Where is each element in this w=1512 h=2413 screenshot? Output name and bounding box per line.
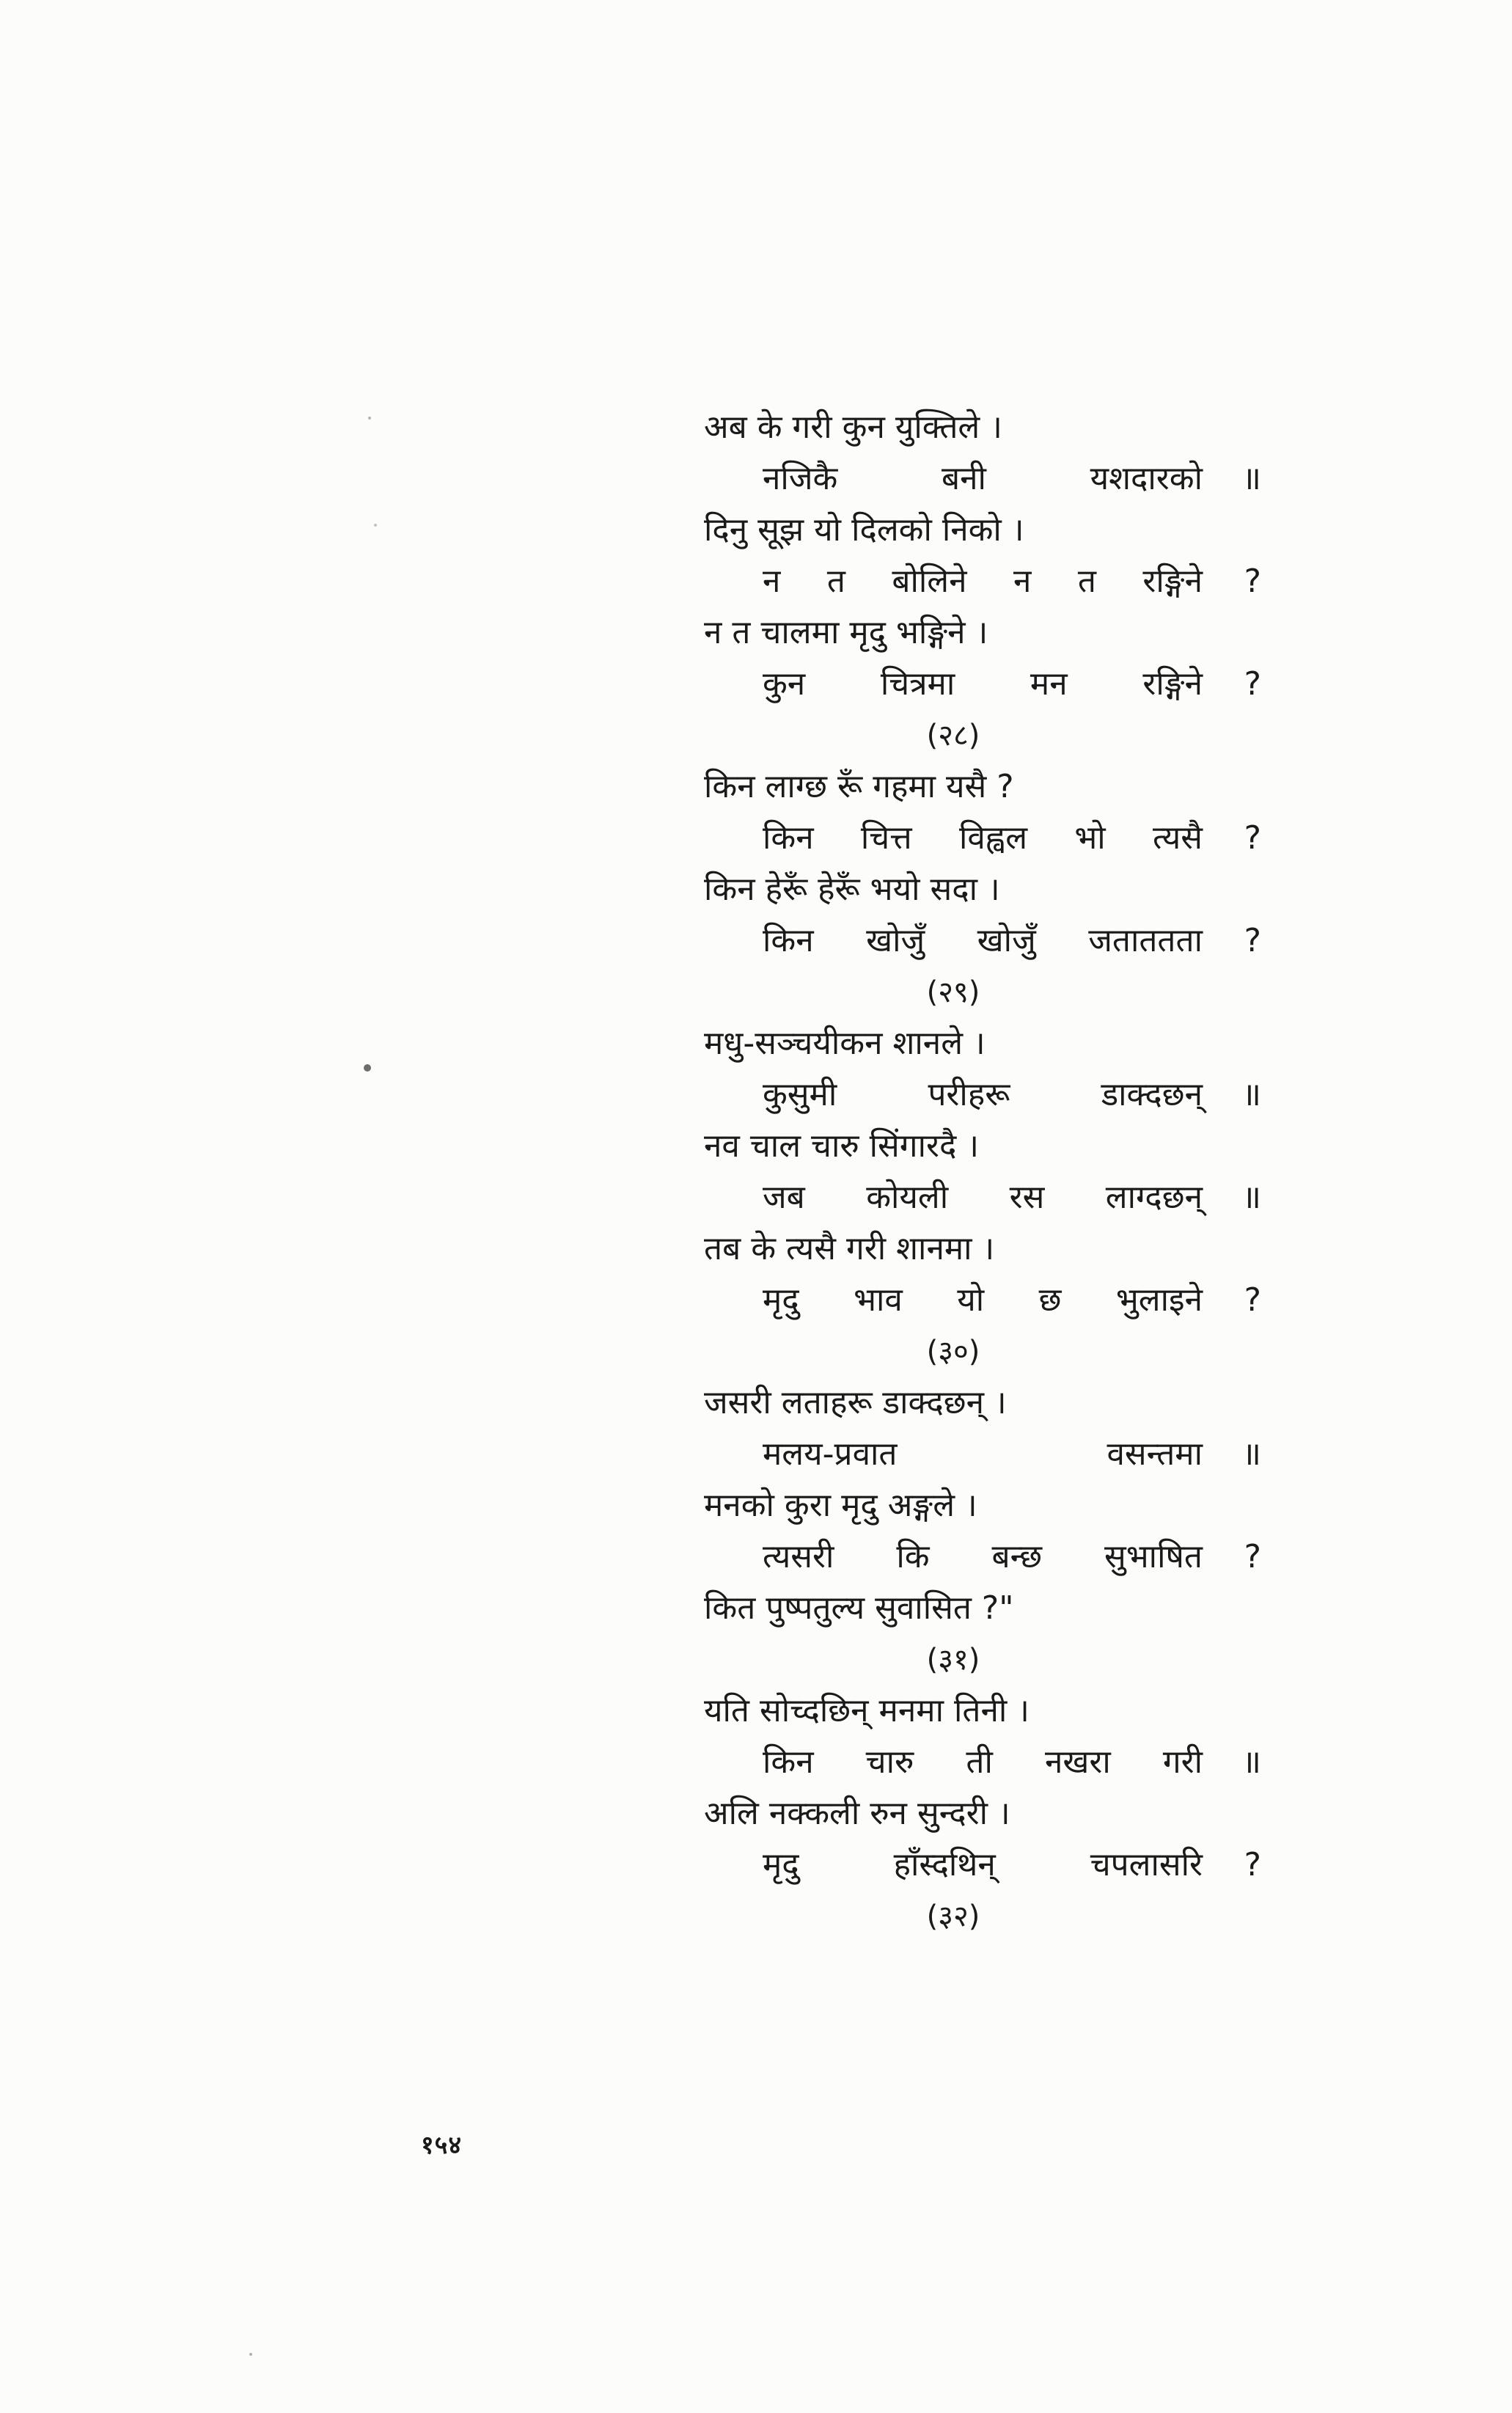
scan-speck — [249, 2353, 252, 2356]
verse-line: मलय-प्रवात वसन्तमा ॥ — [763, 1435, 1261, 1473]
stanza-number: (३१) — [926, 1643, 980, 1677]
verse-line: कुन चित्रमा मन रङ्गिने ? — [763, 665, 1261, 703]
stanza-number: (३०) — [926, 1335, 980, 1369]
scan-speck — [374, 524, 377, 527]
verse-line: मधु-सञ्चयीकन शानले । — [704, 1025, 986, 1062]
stanza — [704, 1377, 1261, 1685]
stanza — [704, 1685, 1261, 1942]
verse-line: जब कोयली रस लाग्दछन् ॥ — [763, 1179, 1261, 1216]
verse-line: कित पुष्पतुल्य सुवासित ?" — [704, 1589, 1014, 1627]
stanza-number: (३२) — [926, 1900, 980, 1933]
stanza — [704, 402, 1261, 761]
verse-line: जसरी लताहरू डाक्दछन् । — [704, 1384, 1007, 1421]
scan-speck — [368, 417, 371, 420]
verse-line: अब के गरी कुन युक्तिले । — [704, 409, 1002, 446]
poem-text — [704, 402, 1261, 1942]
verse-line: न त चालमा मृदु भङ्गिने । — [704, 614, 988, 651]
verse-line: किन खोजुँ खोजुँ जताततता ? — [763, 922, 1261, 959]
verse-line: यति सोच्दछिन् मनमा तिनी । — [704, 1692, 1030, 1729]
verse-line: मृदु हाँस्दथिन् चपलासरि ? — [763, 1846, 1261, 1883]
stanza — [704, 1018, 1261, 1377]
verse-line: किन चारु ती नखरा गरी ॥ — [763, 1743, 1261, 1781]
stanza-number: (२८) — [926, 719, 980, 753]
stanza-number: (२९) — [926, 975, 980, 1009]
page-number: १५४ — [421, 2131, 463, 2160]
verse-line: नव चाल चारु सिंगारदै । — [704, 1127, 979, 1165]
verse-line: मृदु भाव यो छ भुलाइने ? — [763, 1281, 1261, 1319]
verse-line: कुसुमी परीहरू डाक्दछन् ॥ — [763, 1076, 1261, 1113]
verse-line: अलि नक्कली रुन सुन्दरी । — [704, 1795, 1010, 1832]
verse-line: दिनु सूझ यो दिलको निको । — [704, 511, 1024, 549]
scan-speck — [364, 1064, 371, 1072]
verse-line: किन हेरूँ हेरूँ भयो सदा । — [704, 871, 1000, 908]
verse-line: त्यसरी कि बन्छ सुभाषित ? — [763, 1538, 1261, 1575]
verse-line: किन चित्त विह्वल भो त्यसै ? — [763, 819, 1261, 857]
verse-line: तब के त्यसै गरी शानमा । — [704, 1230, 995, 1267]
stanza — [704, 761, 1261, 1018]
verse-line: नजिकै बनी यशदारको ॥ — [763, 460, 1261, 497]
verse-line: किन लाग्छ रूँ गहमा यसै ? — [704, 768, 1014, 805]
verse-line: मनको कुरा मृदु अङ्गले । — [704, 1487, 977, 1524]
verse-line: न त बोलिने न त रङ्गिने ? — [763, 563, 1261, 600]
